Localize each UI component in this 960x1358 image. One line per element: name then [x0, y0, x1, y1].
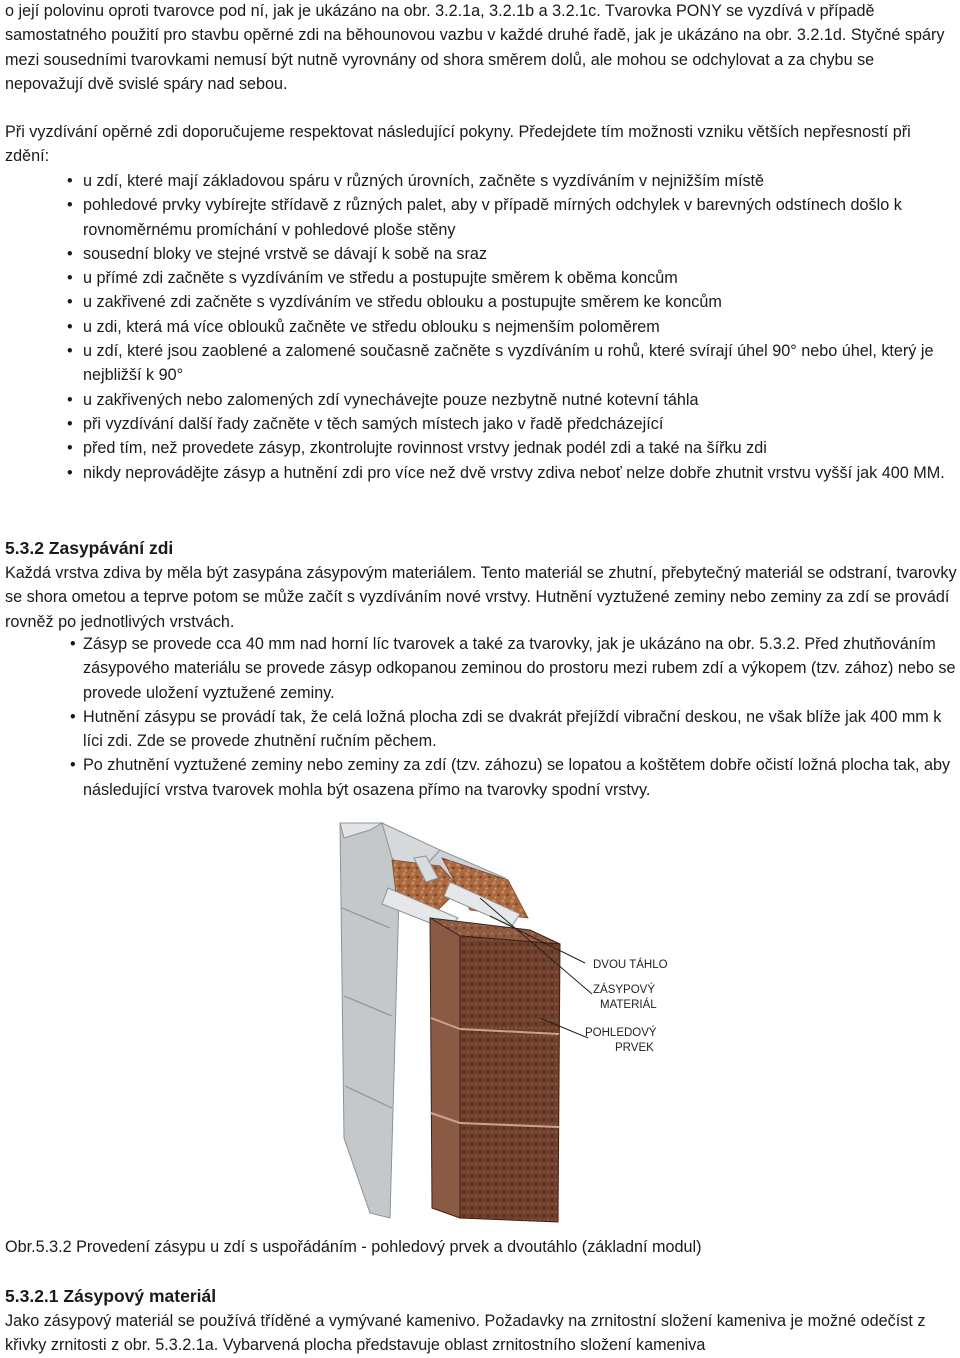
wall-backfill-illustration: [330, 818, 668, 1222]
list-item: • před tím, než provedete zásyp, zkontrolujte rovinnost vrstvy jednak podél zdi a také na šířku zdi: [70, 436, 956, 460]
list-item: • pohledové prvky vybírejte střídavě z různých palet, aby v případě mírných odchylek v barevných odstínech došlo k rovnoměrnému promíchání v pohledové ploše stěny: [70, 193, 956, 242]
section-heading-5-3-2: 5.3.2 Zasypávání zdi: [5, 538, 174, 558]
section-5-3-2-1-paragraph: Jako zásypový materiál se používá tříděné a vymývané kamenivo. Požadavky na zrnitostní složení kameniva je možné odečíst z křivky zrnitosti z obr. 5.3.2.1a. Vybarvená plocha představuje oblast zrnitostního složení kameniva: [5, 1312, 926, 1355]
list-item: • u přímé zdi začněte s vyzdíváním ve středu a postupujte směrem k oběma koncům: [70, 266, 956, 290]
label-fill-line2: MATERIÁL: [600, 999, 657, 1011]
backfill-steps-list: [70, 632, 956, 802]
list-item: • u zdí, které mají základovou spáru v různých úrovních, začněte s vyzdíváním v nejnižším místě: [70, 169, 956, 193]
list-item: • Po zhutnění vyztužené zeminy nebo zeminy za zdí (tzv. záhozu) se lopatou a koštětem dobře očistí ložná plocha tak, aby následující vrstva tvarovek mohla být osazena přímo na tvarovky spodní vrstvy.: [70, 753, 956, 802]
recommendations-list: [70, 169, 956, 485]
section-heading-5-3-2-1: 5.3.2.1 Zásypový materiál: [5, 1286, 217, 1306]
list-item: • při vyzdívání další řady začněte v těch samých místech jako v řadě předcházející: [70, 412, 956, 436]
label-tie: DVOU TÁHLO: [593, 959, 668, 971]
list-item: • u zdi, která má více oblouků začněte ve středu oblouku s nejmenším poloměrem: [70, 315, 956, 339]
label-fill-line1: ZÁSYPOVÝ: [593, 984, 655, 996]
list-item: • u zakřivené zdi začněte s vyzdíváním ve středu oblouku a postupujte směrem ke koncům: [70, 290, 956, 314]
section-5-3-2-paragraph: Každá vrstva zdiva by měla být zasypána zásypovým materiálem. Tento materiál se zhutní, přebytečný materiál se odstraní, tvarovky se shora ometou a teprve potom se může začít s vyzdíváním nové vrstvy. Hutnění vyztužené zeminy nebo zeminy za zdí se provádí rovněž po jednotlivých vrstvách.: [5, 564, 957, 631]
label-face-line2: PRVEK: [615, 1042, 654, 1054]
figure-caption: Obr.5.3.2 Provedení zásypu u zdí s uspořádáním - pohledový prvek a dvoutáhlo (základní modul): [5, 1238, 702, 1256]
list-item: • Hutnění zásypu se provádí tak, že celá ložná plocha zdi se dvakrát přejíždí vibrační deskou, ne však blíže jak 400 mm k líci zdi. Zde se provede zhutnění ručním pěchem.: [70, 705, 956, 754]
list-item: • nikdy neprovádějte zásyp a hutnění zdi pro více než dvě vrstvy zdiva neboť nelze dobře zhutnit vrstvu vyšší jak 400 MM.: [70, 461, 956, 485]
label-face-line1: POHLEDOVÝ: [585, 1027, 657, 1039]
list-item: • u zdí, které jsou zaoblené a zalomené současně začněte s vyzdíváním u rohů, které svírají úhel 90° nebo úhel, který je nejbližší k 90°: [70, 339, 956, 388]
list-item: • sousední bloky ve stejné vrstvě se dávají k sobě na sraz: [70, 242, 956, 266]
list-item: • Zásyp se provede cca 40 mm nad horní líc tvarovek a také za tvarovky, jak je ukázáno na obr. 5.3.2. Před zhutňováním zásypového materiálu se provede zásyp odkopanou zeminou do prostoru mezi rubem zdí a výkopem (tzv. zához) nebo se provede uložení vyztužené zeminy.: [70, 632, 956, 705]
list-item: • u zakřivených nebo zalomených zdí vynechávejte pouze nezbytně nutné kotevní táhla: [70, 388, 956, 412]
intro-paragraph: o její polovinu oproti tvarovce pod ní, jak je ukázáno na obr. 3.2.1a, 3.2.1b a 3.2.1c. Tvarovka PONY se vyzdívá v případě samostatného použití pro stavbu opěrné zdi na běhounovou vazbu v každé druhé řadě, jak je ukázáno na obr. 3.2.1d. Styčné spáry mezi sousedními tvarovkami nemusí být nutně vyrovnány od shora směrem dolů, ale mohou se odchylovat a za chybu se nepovažují dvě svislé spáry nad sebou.: [5, 2, 945, 93]
recommendations-intro: Při vyzdívání opěrné zdi doporučujeme respektovat následující pokyny. Předejdete tím možnosti vzniku větších nepřesností při zdění:: [5, 123, 911, 166]
